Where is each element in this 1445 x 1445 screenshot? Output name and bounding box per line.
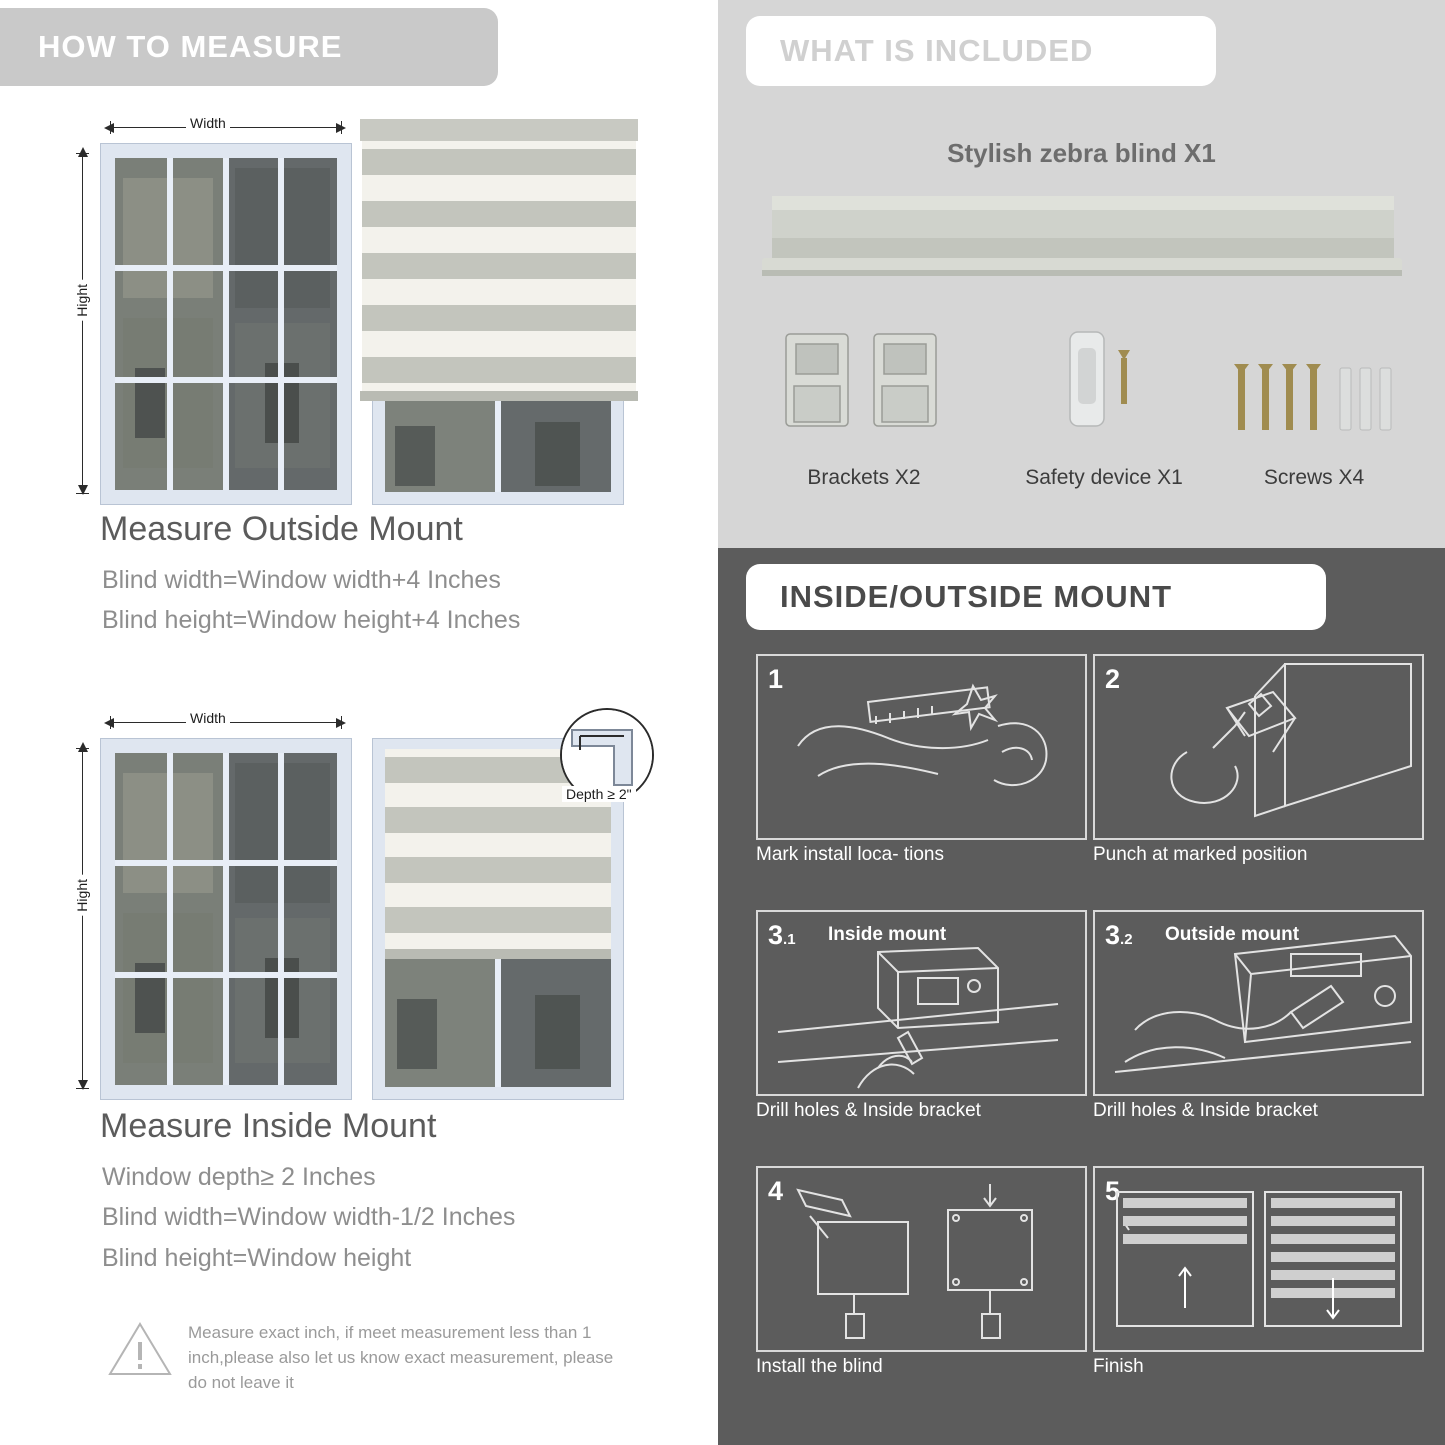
safety-device-image bbox=[1048, 326, 1168, 436]
step-3-2-tag: Outside mount bbox=[1165, 924, 1300, 945]
outside-width-label: Width bbox=[186, 115, 230, 131]
depth-label: Depth ≥ 2" bbox=[562, 786, 636, 802]
step-3-1-number: 3.1 bbox=[768, 920, 796, 950]
step-3-2-caption: Drill holes & Inside bracket bbox=[1093, 1100, 1318, 1121]
how-to-measure-header bbox=[0, 8, 498, 86]
screws-image bbox=[1228, 326, 1408, 436]
outside-height-dimension-line bbox=[82, 153, 83, 493]
step-4-number: 4 bbox=[768, 1176, 784, 1206]
inside-mount-line-2: Blind width=Window width-1/2 Inches bbox=[102, 1203, 516, 1231]
outside-mount-title: Measure Outside Mount bbox=[100, 510, 463, 548]
inside-outside-mount-panel bbox=[718, 548, 1445, 1445]
step-1-image bbox=[756, 654, 1087, 840]
zebra-blind-outside bbox=[360, 119, 638, 401]
mount-title: INSIDE/OUTSIDE MOUNT bbox=[780, 579, 1173, 614]
outside-mount-illustration bbox=[60, 105, 670, 505]
outside-height-label: Hight bbox=[74, 280, 90, 321]
inside-height-label: Hight bbox=[74, 875, 90, 916]
outside-mount-line-1: Blind width=Window width+4 Inches bbox=[102, 566, 501, 594]
step-2-number: 2 bbox=[1105, 664, 1121, 694]
step-3-1-tag: Inside mount bbox=[828, 924, 947, 945]
step-2-image bbox=[1093, 654, 1424, 840]
inside-mount-line-1: Window depth≥ 2 Inches bbox=[102, 1163, 376, 1191]
zebra-blind-headrail bbox=[762, 192, 1402, 292]
outside-mount-window bbox=[372, 383, 624, 505]
step-5-caption: Finish bbox=[1093, 1356, 1144, 1377]
outside-mount-line-2: Blind height=Window height+4 Inches bbox=[102, 606, 521, 634]
step-1-number: 1 bbox=[768, 664, 784, 694]
mount-header bbox=[746, 564, 1326, 630]
how-to-measure-panel bbox=[0, 0, 712, 1445]
warning-icon bbox=[108, 1320, 172, 1376]
brackets-label: Brackets X2 bbox=[807, 466, 921, 489]
what-is-included-title: WHAT IS INCLUDED bbox=[780, 33, 1094, 68]
step-5-number: 5 bbox=[1105, 1176, 1121, 1206]
included-main-item: Stylish zebra blind X1 bbox=[947, 138, 1216, 168]
step-2-caption: Punch at marked position bbox=[1093, 844, 1308, 865]
inside-mount-line-3: Blind height=Window height bbox=[102, 1244, 412, 1272]
step-5-image bbox=[1093, 1166, 1424, 1352]
brackets-image bbox=[774, 326, 954, 436]
step-3-1-image bbox=[756, 910, 1087, 1096]
how-to-measure-title: HOW TO MEASURE bbox=[38, 29, 343, 64]
window-frame bbox=[100, 143, 352, 505]
step-3-2-image bbox=[1093, 910, 1424, 1096]
window-frame-inside bbox=[100, 738, 352, 1100]
measure-note-text: Measure exact inch, if meet measurement less than 1 inch,please also let us know exact measurement, please do not leave it bbox=[188, 1323, 614, 1392]
what-is-included-panel bbox=[718, 0, 1445, 548]
inside-mount-illustration bbox=[60, 700, 680, 1100]
inside-width-label: Width bbox=[186, 710, 230, 726]
what-is-included-header bbox=[746, 16, 1216, 86]
step-3-1-caption: Drill holes & Inside bracket bbox=[756, 1100, 981, 1121]
screws-label: Screws X4 bbox=[1263, 466, 1365, 489]
inside-mount-title: Measure Inside Mount bbox=[100, 1107, 437, 1145]
step-1-caption: Mark install loca- tions bbox=[756, 844, 944, 865]
safety-device-label: Safety device X1 bbox=[1025, 466, 1183, 489]
inside-height-dimension-line bbox=[82, 748, 83, 1088]
measure-note bbox=[108, 1320, 628, 1395]
step-3-2-number: 3.2 bbox=[1105, 920, 1133, 950]
step-4-caption: Install the blind bbox=[756, 1356, 883, 1377]
step-4-image bbox=[756, 1166, 1087, 1352]
